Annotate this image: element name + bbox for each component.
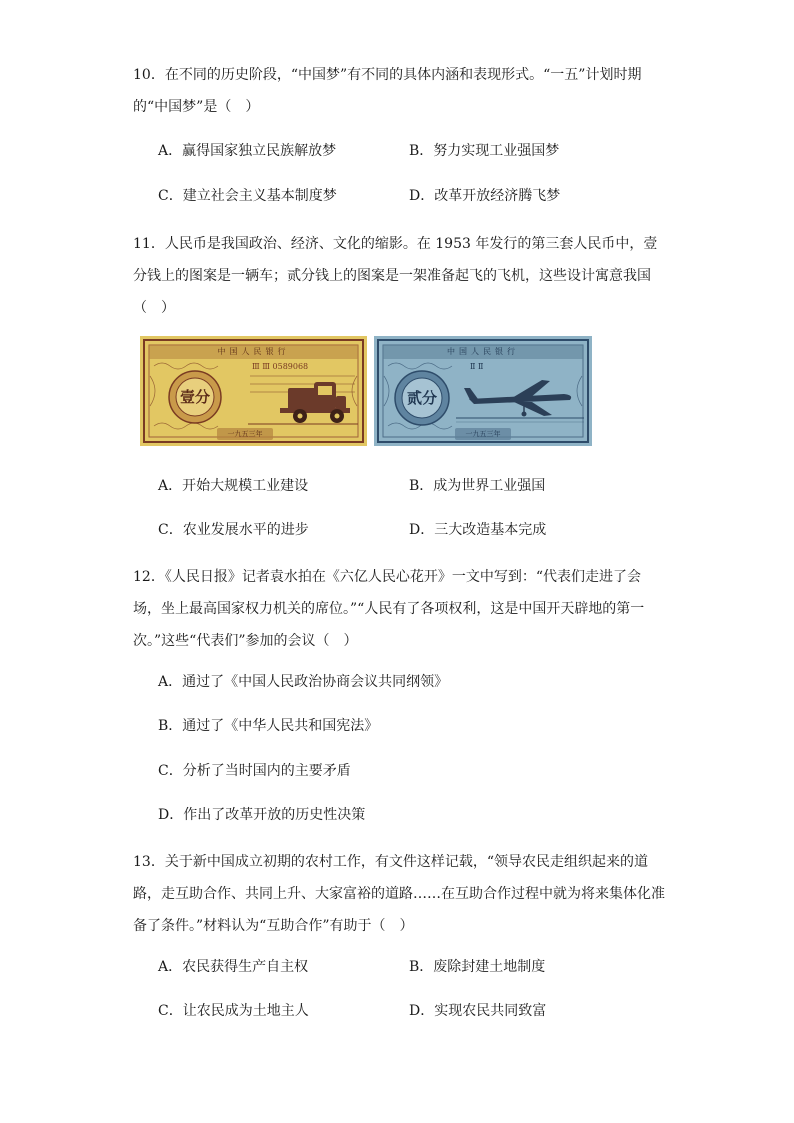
question-10-option-d[interactable]: D．改革开放经济腾飞梦: [409, 188, 561, 204]
question-13-stem: 13．关于新中国成立初期的农村工作，有文件这样记载，“领导农民走组织起来的道路，走互助合作、共同上升、大家富裕的道路……在互助合作过程中就为将来集体化准备了条件。”材料认为“互助合作”有助于（ ）: [133, 854, 665, 934]
one-fen-bank-name: 中国人民银行: [217, 347, 290, 356]
two-fen-banknote: [374, 336, 592, 446]
question-13-option-a[interactable]: A．农民获得生产自主权: [158, 959, 309, 975]
question-12-option-b[interactable]: B．通过了《中华人民共和国宪法》: [158, 718, 379, 734]
question-12-option-a[interactable]: A．通过了《中国人民政治协商会议共同纲领》: [158, 674, 449, 690]
question-11-option-b[interactable]: B．成为世界工业强国: [409, 478, 546, 494]
two-fen-bank-name: 中国人民银行: [447, 347, 519, 356]
question-12-option-c[interactable]: C．分析了当时国内的主要矛盾: [158, 763, 351, 779]
question-10-stem: 10．在不同的历史阶段，“中国梦”有不同的具体内涵和表现形式。“一五”计划时期的“中国梦”是（ ）: [133, 67, 642, 115]
question-12-option-d[interactable]: D．作出了改革开放的历史性决策: [158, 807, 366, 823]
question-10-option-c[interactable]: C．建立社会主义基本制度梦: [158, 188, 337, 204]
question-11-option-a[interactable]: A．开始大规模工业建设: [158, 478, 309, 494]
two-fen-year: 一九五三年: [465, 430, 501, 438]
question-13-option-c[interactable]: C．让农民成为土地主人: [158, 1003, 309, 1019]
one-fen-denomination: 壹分: [179, 388, 210, 406]
question-10-option-a[interactable]: A．赢得国家独立民族解放梦: [158, 143, 337, 159]
question-11-option-c[interactable]: C．农业发展水平的进步: [158, 522, 309, 538]
two-fen-denomination: 贰分: [406, 389, 437, 407]
question-11-stem: 11．人民币是我国政治、经济、文化的缩影。在 1953 年发行的第三套人民币中，壹分钱上的图案是一辆车；贰分钱上的图案是一架准备起飞的飞机，这些设计寓意我国（ ）: [133, 236, 658, 316]
question-10-option-b[interactable]: B．努力实现工业强国梦: [409, 143, 560, 159]
question-13-option-b[interactable]: B．废除封建土地制度: [409, 959, 546, 975]
two-fen-serial: Ⅱ Ⅱ: [470, 362, 484, 371]
question-13-option-d[interactable]: D．实现农民共同致富: [409, 1003, 547, 1019]
one-fen-year: 一九五三年: [227, 430, 263, 438]
question-11-option-d[interactable]: D．三大改造基本完成: [409, 522, 547, 538]
one-fen-banknote: [140, 336, 367, 446]
one-fen-serial: Ⅲ Ⅲ 0589068: [252, 362, 309, 371]
question-12-stem: 12．《人民日报》记者袁水拍在《六亿人民心花开》一文中写到：“代表们走进了会场，坐上最高国家权力机关的席位。”“人民有了各项权利，这是中国开天辟地的第一次。”这些“代表们”参加的会议（ ）: [133, 569, 645, 649]
